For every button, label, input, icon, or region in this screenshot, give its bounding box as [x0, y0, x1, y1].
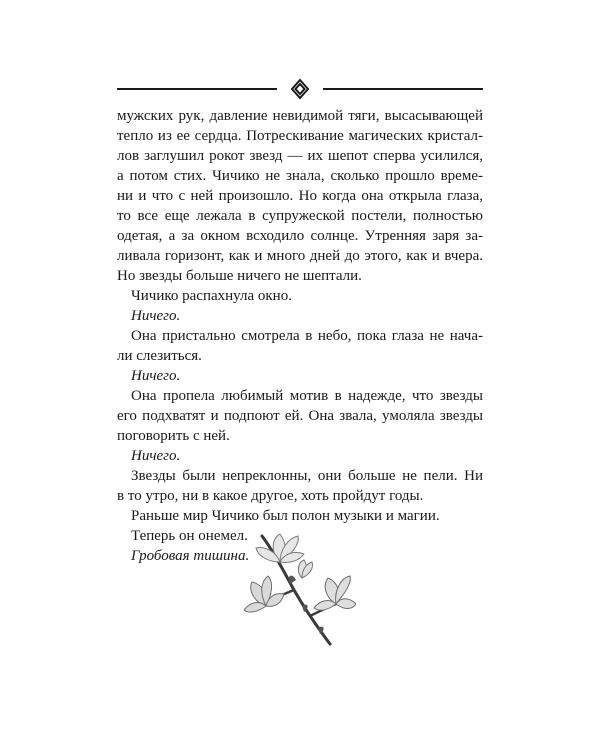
ornament-line-left [117, 88, 277, 90]
text-line: в то утро, ни в какое другое, хоть пройдут годы. [117, 488, 424, 504]
text-line: то все еще лежала в супружеской постели, полностью [117, 208, 483, 224]
text-line: Она пропела любимый мотив в надежде, что звезды [131, 388, 483, 404]
text-line: ли слезиться. [117, 348, 202, 364]
text-line: Раньше мир Чичико был полон музыки и магии. [131, 508, 440, 524]
text-line: мужских рук, давление невидимой тяги, высасывающей [117, 108, 483, 124]
text-line: Ничего. [131, 308, 181, 324]
text-line: Чичико распахнула окно. [131, 288, 292, 304]
text-line: Гробовая тишина. [131, 548, 250, 564]
text-line: Теперь он онемел. [131, 528, 248, 544]
text-line: одетая, а за окном всходило солнце. Утренняя заря за- [117, 228, 483, 244]
text-line: Ничего. [131, 448, 181, 464]
text-line: поговорить с ней. [117, 428, 230, 444]
text-line: Звезды были непреклонны, они больше не пели. Ни [131, 468, 483, 484]
double-diamond-ornament-icon [287, 78, 313, 100]
text-line: ливала горизонт, как и много дней до этого, как и вчера. [117, 248, 483, 264]
text-line: ни и что с ней произошло. Но когда она открыла глаза, [117, 188, 483, 204]
header-ornament [117, 78, 483, 100]
text-line: тепло из ее сердца. Потрескивание магических кристал- [117, 128, 483, 144]
text-line: Ничего. [131, 368, 181, 384]
body-text [117, 106, 483, 566]
text-line: а потом стих. Чичико не знала, сколько прошло време- [117, 168, 483, 184]
text-line: Она пристально смотрела в небо, пока глаза не нача- [131, 328, 483, 344]
magnolia-branch-icon [244, 532, 356, 650]
text-line: лов заглушил рокот звезд — их шепот сперва усилился, [117, 148, 483, 164]
ornament-line-right [323, 88, 483, 90]
text-line: Но звезды больше ничего не шептали. [117, 268, 362, 284]
text-line: его подхватят и подпоют ей. Она звала, умоляла звезды [117, 408, 483, 424]
